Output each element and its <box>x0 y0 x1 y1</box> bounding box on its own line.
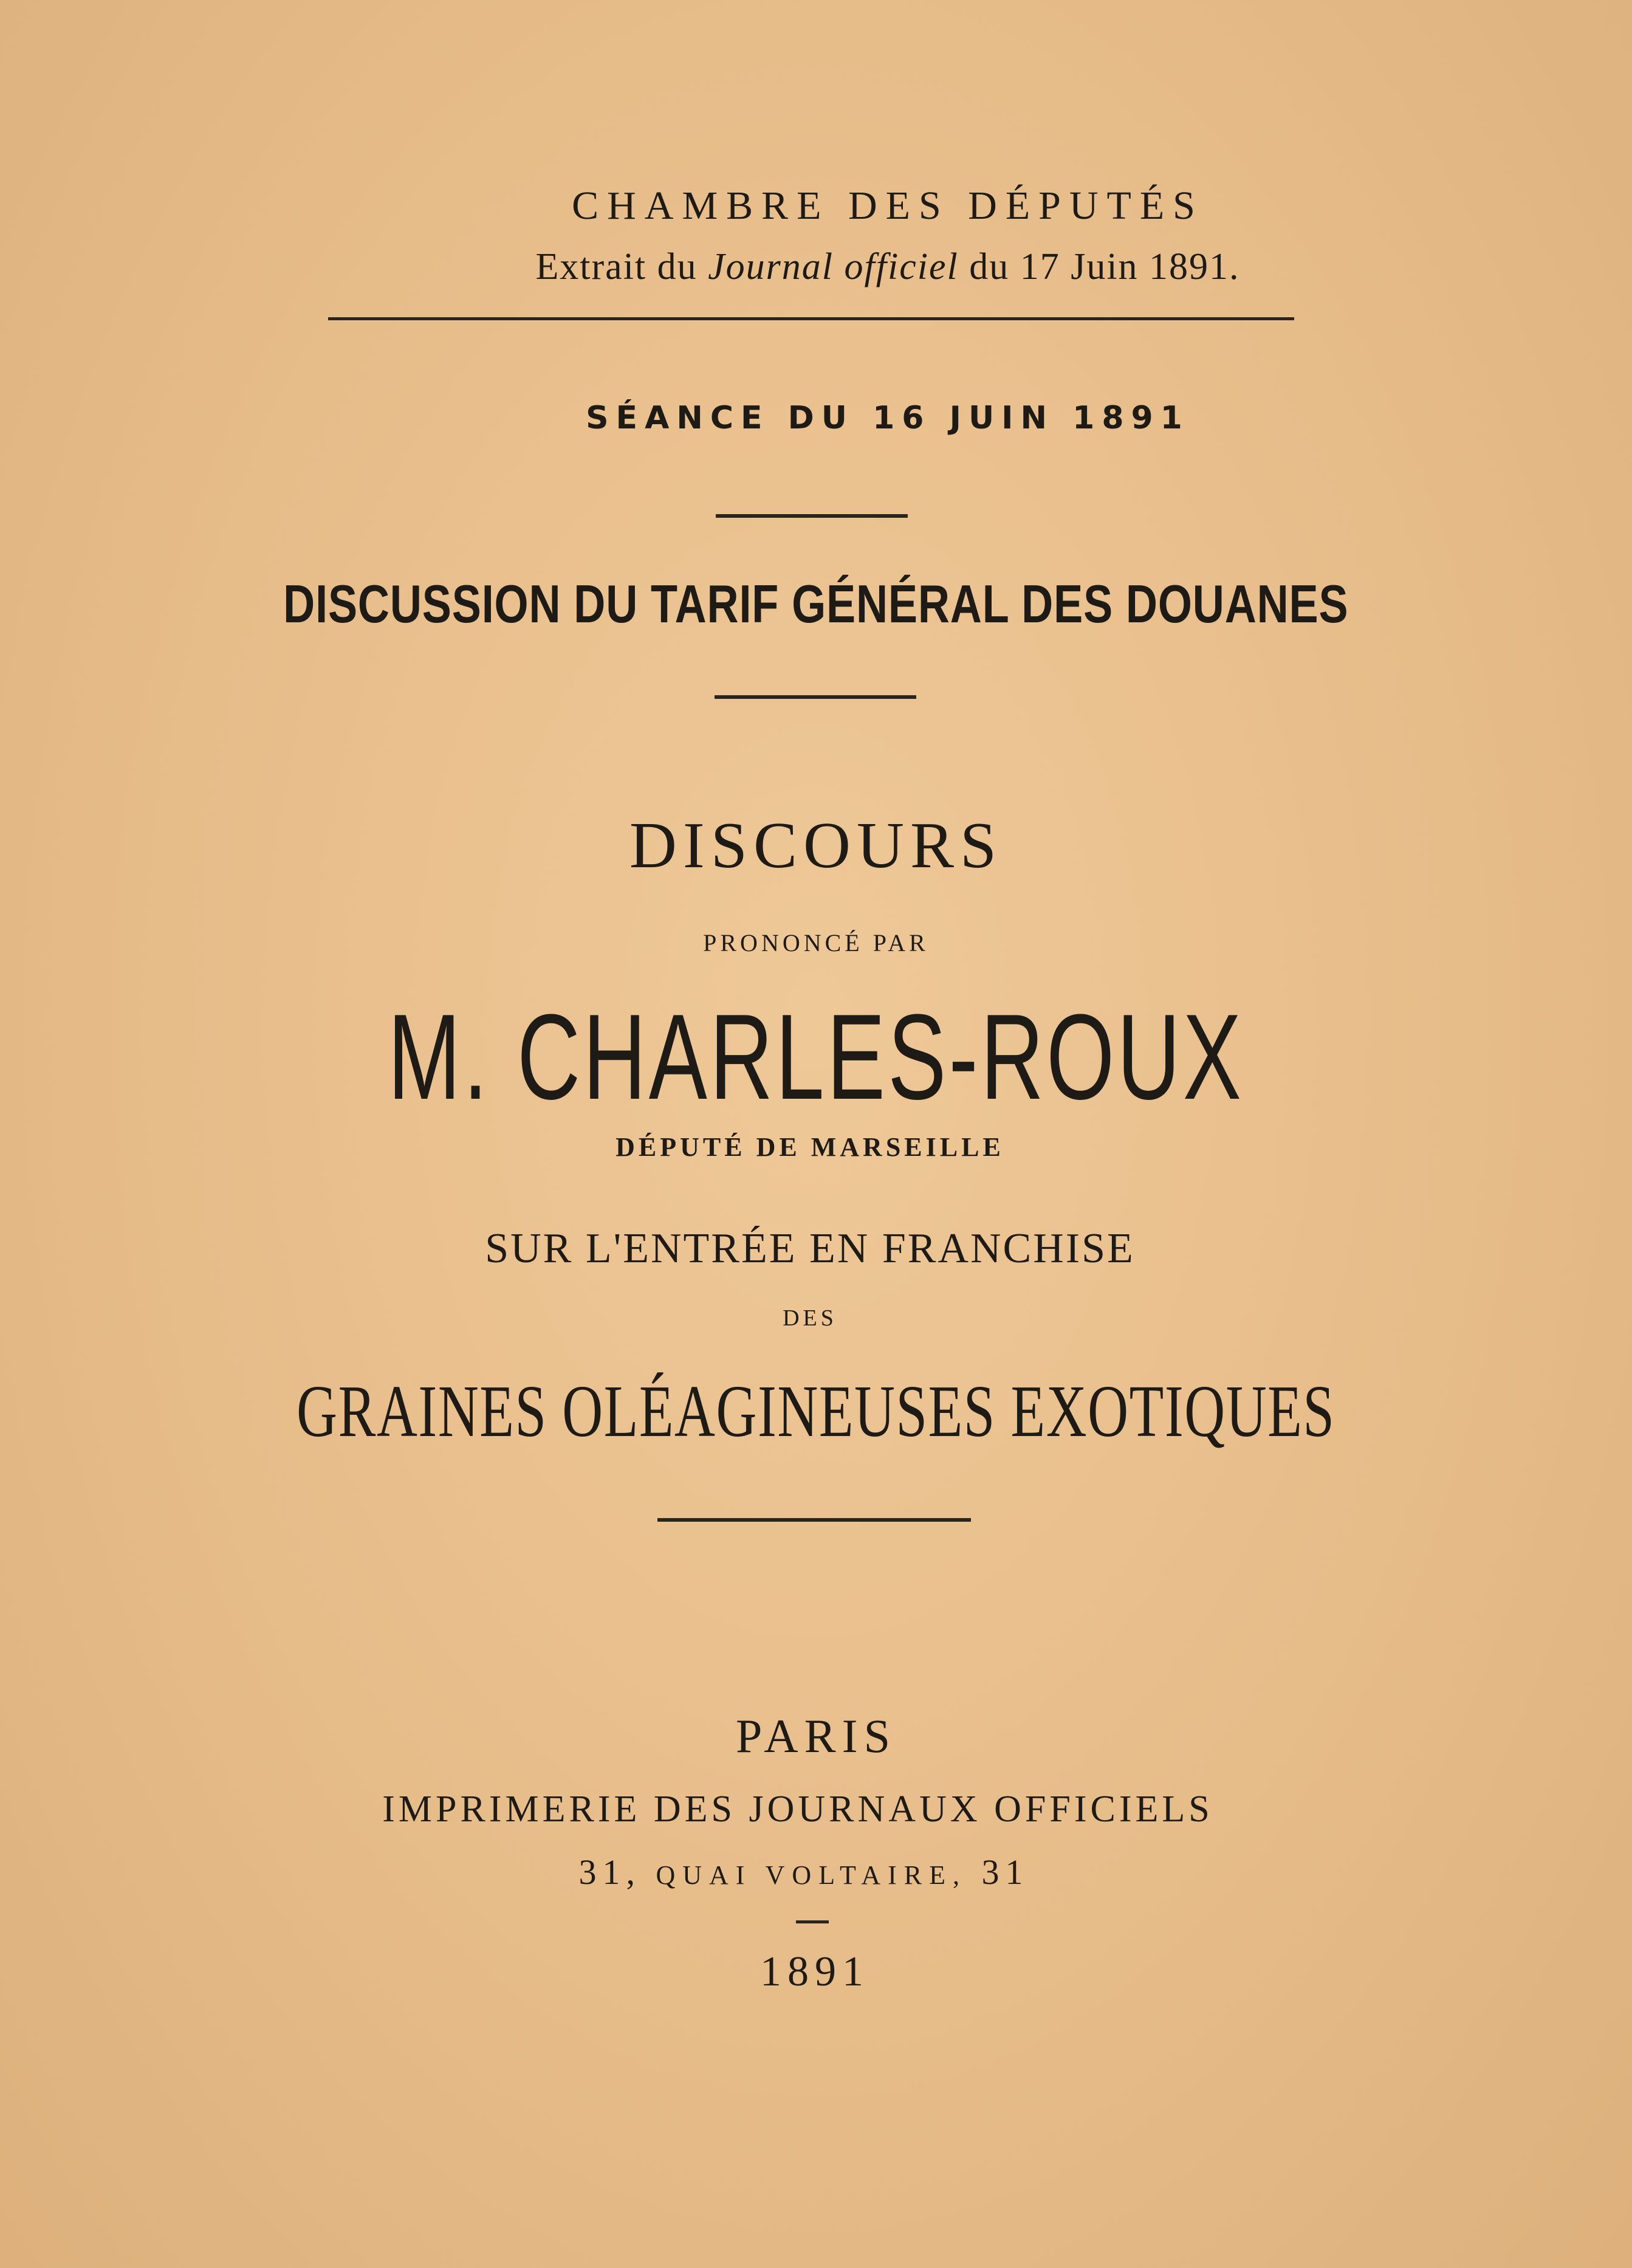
extract-line <box>72 248 1632 286</box>
orator-role: DÉPUTÉ DE MARSEILLE <box>615 1132 1004 1162</box>
address-number-right: 31 <box>981 1852 1029 1892</box>
session-date: SÉANCE DU 16 JUIN 1891 <box>586 400 1190 436</box>
address-street: QUAI VOLTAIRE, <box>656 1860 967 1890</box>
subject-line: SUR L'ENTRÉE EN FRANCHISE <box>485 1225 1135 1272</box>
subject-divider <box>657 1518 971 1522</box>
short-divider-2 <box>715 695 916 699</box>
discussion-heading: DISCUSSION DU TARIF GÉNÉRAL DES DOUANES <box>283 574 1349 634</box>
pronounced-by: PRONONCÉ PAR <box>703 929 929 957</box>
orator-name: M. CHARLES-ROUX <box>388 989 1244 1125</box>
speech-title: DISCOURS <box>629 809 1003 882</box>
imprint-city: PARIS <box>736 1710 896 1762</box>
extract-prefix: Extrait du <box>535 246 698 287</box>
short-divider-1 <box>716 514 908 518</box>
imprint-year: 1891 <box>760 1948 869 1995</box>
imprint-printer: IMPRIMERIE DES JOURNAUX OFFICIELS <box>382 1789 1213 1830</box>
subject-connector: DES <box>783 1305 837 1331</box>
header-divider <box>328 317 1294 320</box>
chamber-heading: CHAMBRE DES DÉPUTÉS <box>572 184 1204 228</box>
journal-title: Journal officiel <box>708 246 959 287</box>
extract-suffix: du 17 Juin 1891. <box>969 246 1240 287</box>
address-number-left: 31, <box>578 1852 641 1892</box>
year-dash <box>796 1920 829 1923</box>
subject-main: GRAINES OLÉAGINEUSES EXOTIQUES <box>297 1370 1335 1452</box>
imprint-address <box>0 1852 1620 1892</box>
